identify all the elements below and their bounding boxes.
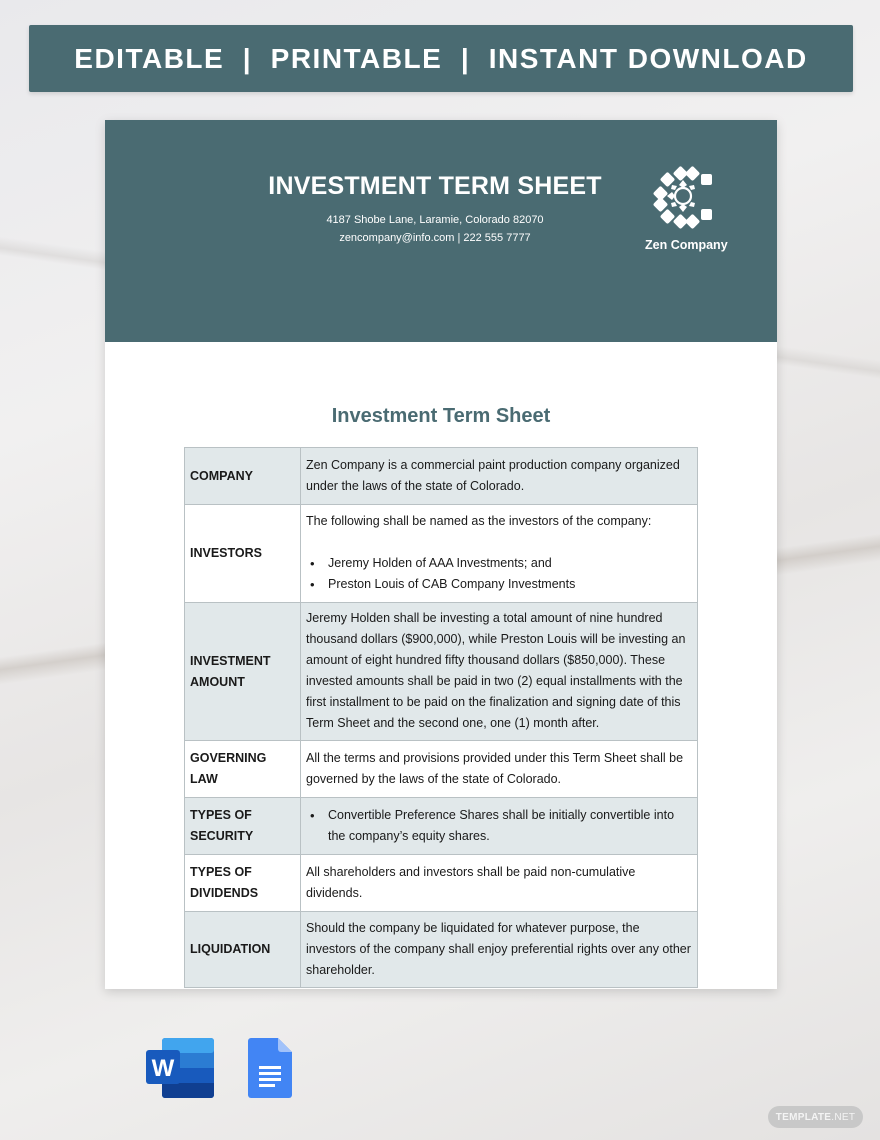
table-row	[185, 741, 698, 798]
flower-logo-icon	[653, 166, 717, 230]
row-value	[301, 505, 698, 603]
row-value: Zen Company is a commercial paint production company organized under the laws of the state of Colorado.	[301, 448, 698, 505]
row-label-text: INVESTMENT AMOUNT	[190, 653, 271, 689]
document-preview	[105, 120, 777, 989]
word-letter: W	[151, 1055, 175, 1082]
feature-banner	[29, 25, 853, 92]
row-label-text: TYPES OF DIVIDENDS	[190, 865, 259, 900]
row-value: Jeremy Holden shall be investing a total amount of nine hundred thousand dollars ($900,000), while Preston Louis will be investing an amount of eight hundred fifty thousand dollars ($850,000). These invested amounts shall be paid in two (2) equal installments with the first installment to be paid on the finalization and signing date of this Term Sheet and the second one, one (1) month after.	[301, 603, 698, 741]
table-row	[185, 912, 698, 988]
row-label-text: TYPES OF SECURITY	[190, 808, 254, 843]
investors-list	[306, 553, 692, 595]
company-contact: zencompany@info.com | 222 555 7777	[339, 232, 531, 244]
google-docs-icon[interactable]	[248, 1038, 292, 1098]
row-label: GOVERNING LAW	[185, 741, 301, 798]
word-icon[interactable]	[146, 1038, 214, 1098]
row-label	[185, 798, 301, 855]
sheet-heading: Investment Term Sheet	[331, 405, 551, 427]
row-label	[185, 603, 301, 741]
template-net-watermark	[768, 1106, 863, 1128]
table-row	[185, 798, 698, 855]
document-title: INVESTMENT TERM SHEET	[268, 172, 602, 200]
row-value: All the terms and provisions provided under this Term Sheet shall be governed by the laws of the state of Colorado.	[301, 741, 698, 798]
company-address: 4187 Shobe Lane, Laramie, Colorado 82070	[326, 214, 544, 226]
banner-text: EDITABLE | PRINTABLE | INSTANT DOWNLOAD	[74, 42, 808, 74]
terms-table	[184, 447, 698, 988]
list-item: • Preston Louis of CAB Company Investments	[306, 574, 692, 595]
row-label	[185, 855, 301, 912]
list-item: • Jeremy Holden of AAA Investments; and	[306, 553, 692, 574]
document-header	[105, 120, 777, 342]
investors-intro: The following shall be named as the investors of the company:	[306, 514, 652, 528]
row-label: INVESTORS	[185, 505, 301, 603]
table-row	[185, 603, 698, 741]
row-label: COMPANY	[185, 448, 301, 505]
security-list	[306, 805, 692, 847]
row-value	[301, 798, 698, 855]
table-row	[185, 855, 698, 912]
row-value: All shareholders and investors shall be paid non-cumulative dividends.	[301, 855, 698, 912]
logo-company-name: Zen Company	[645, 238, 728, 252]
watermark-bold: TEMPLATE	[775, 1111, 832, 1123]
row-value: Should the company be liquidated for whatever purpose, the investors of the company shall enjoy preferential rights over any other shareholder.	[301, 912, 698, 988]
row-label: LIQUIDATION	[185, 912, 301, 988]
table-row	[185, 448, 698, 505]
list-item: • Convertible Preference Shares shall be initially convertible into the company’s equity shares.	[306, 805, 692, 847]
watermark-light: .NET	[831, 1111, 856, 1123]
table-row	[185, 505, 698, 603]
